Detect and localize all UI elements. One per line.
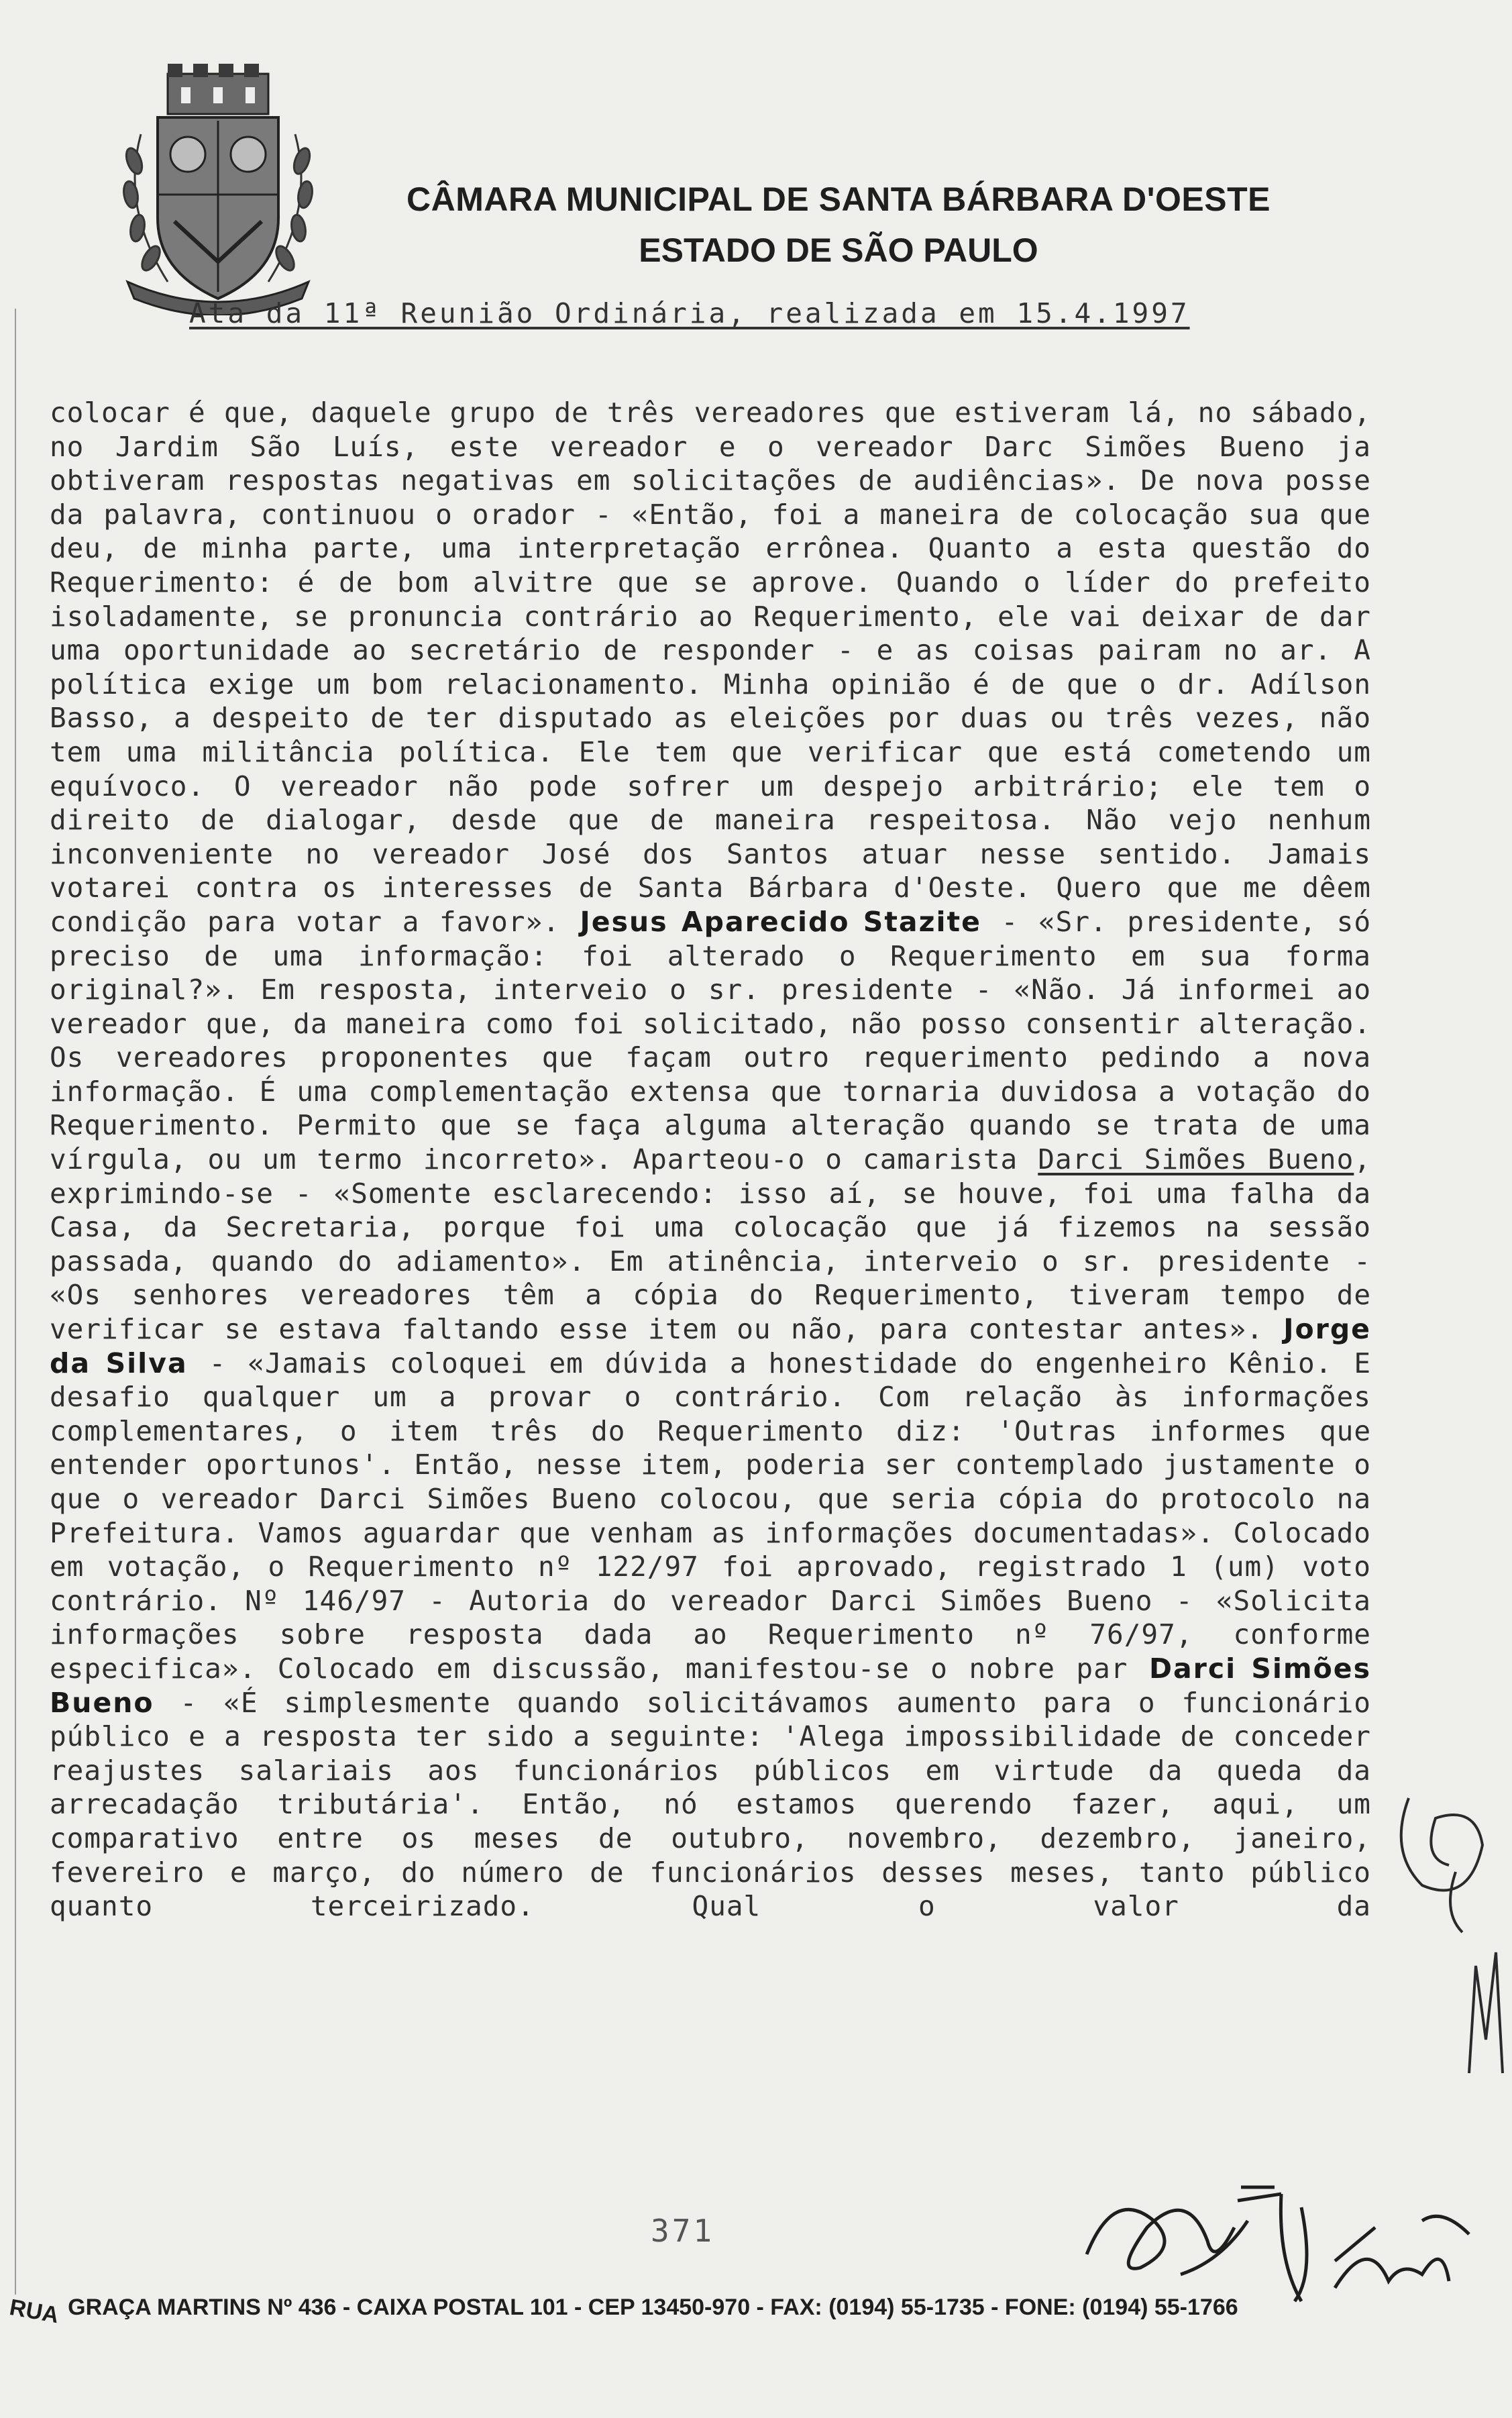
footer-address: GRAÇA MARTINS Nº 436 - CAIXA POSTAL 101 - CEP 13450-970 - FAX: (0194) 55-1735 - FONE: (0194) 55-1766 [61, 2295, 1238, 2320]
state-name: ESTADO DE SÃO PAULO [639, 231, 1038, 269]
page-number: 371 [651, 2213, 715, 2249]
left-margin-line [15, 309, 16, 2295]
municipal-coat-of-arms-icon [114, 60, 322, 315]
body-text-segment: , exprimindo-se - «Somente esclarecendo: isso aí, se houve, foi uma falha da Casa, da Secretaria, porque foi uma colocação que já fizemos na sessão passada, quando do adiamento». Em atinência, interveio o sr. presidente - «Os senhores vereadores têm a cópia do Requerimento, tiveram tempo de verificar se estava faltando esse item ou não, para contestar antes». [50, 1143, 1371, 1346]
minutes-body [50, 396, 1371, 1924]
footer-street-prefix: RUA [7, 2295, 61, 2329]
signature-icon [1073, 2147, 1295, 2295]
initials-icon [1456, 1939, 1509, 2087]
letterhead-footer [7, 2295, 1508, 2329]
letterhead [376, 180, 1301, 270]
speaker-name: Jesus Aparecido Stazite [580, 905, 981, 938]
body-text-segment: colocar é que, daquele grupo de três vereadores que estiveram lá, no sábado, no Jardim São Luís, este vereador e o vereador Darc Simões Bueno ja obtiveram respostas negativas em solicitações de audiências». De nova posse da palavra, continuou o orador - «Então, foi a maneira de colocação sua que deu, de minha parte, uma interpretação errônea. Quanto a esta questão do Requerimento: é de bom alvitre que se aprove. Quando o líder do prefeito isoladamente, se pronuncia contrário ao Requerimento, ele vai deixar de dar uma oportunidade ao secretário de responder - e as coisas pairam no ar. A política exige um bom relacionamento. Minha opinião é de que o dr. Adílson Basso, a despeito de ter disputado as eleições por duas ou três vezes, não tem uma militância política. Ele tem que verificar que está cometendo um equívoco. O vereador não pode sofrer um despejo arbitrário; ele tem o direito de dialogar, desde que de maneira respeitosa. Não vejo nenhum inconveniente no vereador José dos Santos atuar nesse sentido. Jamais votarei contra os interesses de Santa Bárbara d'Oeste. Quero que me dêem condição para votar a favor». [50, 397, 1371, 938]
speaker-name-underlined: Darci Simões Bueno [1038, 1143, 1354, 1176]
institution-name: CÂMARA MUNICIPAL DE SANTA BÁRBARA D'OESTE [407, 180, 1271, 218]
speaker-name: Jorge da Silva [50, 1313, 1371, 1379]
signature-icon [1382, 1778, 1503, 1939]
body-text-segment: - «Jamais coloquei em dúvida a honestidade do engenheiro Kênio. E desafio qualquer um a provar o contrário. Com relação às informações complementares, o item três do Requerimento diz: 'Outras informes que entender oportunos'. Então, nesse item, poderia ser contemplado justamente o que o vereador Darci Simões Bueno colocou, que seria cópia do protocolo na Prefeitura. Vamos aguardar que venham as informações documentadas». Colocado em votação, o Requerimento nº 122/97 foi aprovado, registrado 1 (um) voto contrário. Nº 146/97 - Autoria do vereador Darci Simões Bueno - «Solicita informações sobre resposta dada ao Requerimento nº 76/97, conforme especifica». Colocado em discussão, manifestou-se o nobre par [50, 1347, 1371, 1685]
body-text-segment: - «É simplesmente quando solicitávamos aumento para o funcionário público e a resposta ter sido a seguinte: 'Alega impossibilidade de conceder reajustes salariais aos funcionários públicos em virtude da queda da arrecadação tributária'. Então, nó estamos querendo fazer, aqui, um comparativo entre os meses de outubro, novembro, dezembro, janeiro, fevereiro e março, do número de funcionários desses meses, tanto público quanto terceirizado. Qual o valor da [50, 1686, 1371, 1923]
body-text-segment: - «Sr. presidente, só preciso de uma informação: foi alterado o Requerimento em sua forma original?». Em resposta, interveio o sr. presidente - «Não. Já informei ao vereador que, da maneira como foi solicitado, não posso consentir alteração. Os vereadores proponentes que façam outro requerimento pedindo a nova informação. É uma complementação extensa que tornaria duvidosa a votação do Requerimento. Permito que se faça alguma alteração quando se trata de uma vírgula, ou um termo incorreto». Aparteou-o o camarista [50, 905, 1371, 1176]
speaker-name: Darci Simões Bueno [50, 1652, 1372, 1719]
minutes-title: Ata da 11ª Reunião Ordinária, realizada em 15.4.1997 [189, 297, 1190, 329]
